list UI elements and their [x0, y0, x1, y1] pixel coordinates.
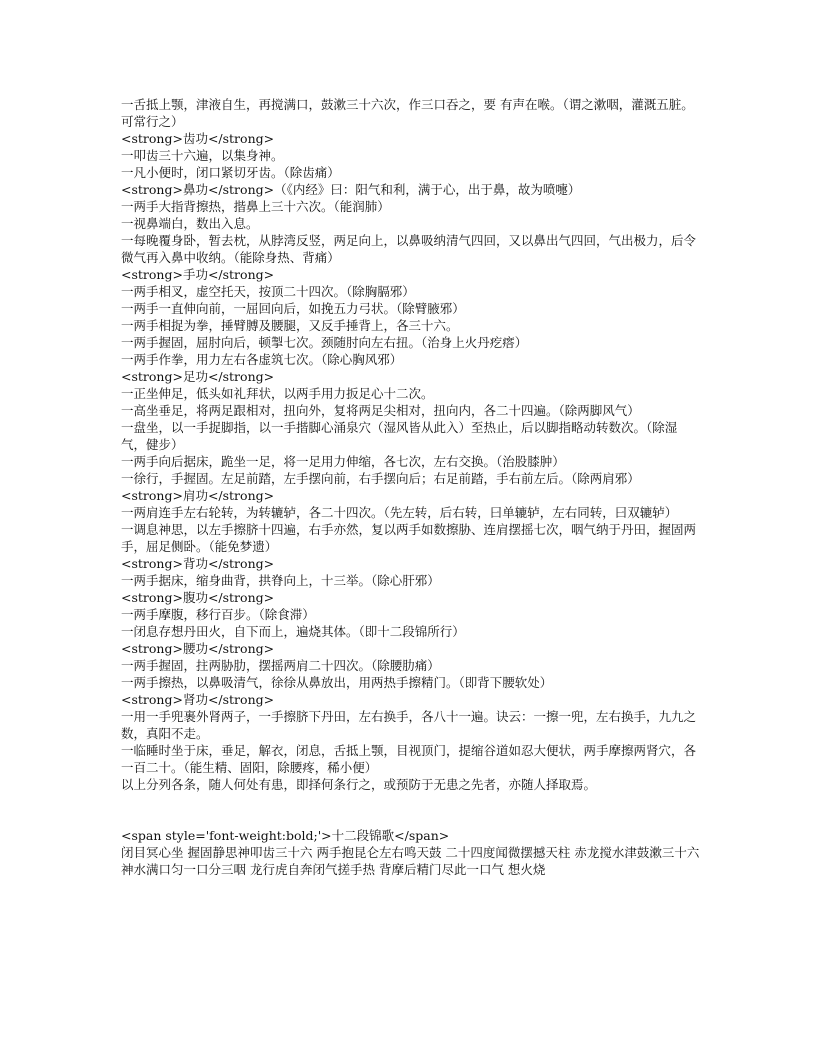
section-heading-abdomen: <strong>腹功</strong>: [121, 590, 275, 605]
text-line: 一两手擦热，以鼻吸清气，徐徐从鼻放出，用两热手擦精门。（即背下腰软处）: [121, 675, 553, 690]
song-text: 闭目冥心坐 握固静思神叩齿三十六 两手抱昆仑左右鸣天鼓 二十四度闻微摆撼天柱 赤龙搅水津鼓漱三十六 神水满口匀一口分三咽 龙行虎自奔闭气搓手热 背摩后精门尽此一口气 想火烧: [121, 845, 700, 877]
spacer: [121, 793, 701, 827]
text-line: 一闭息存想丹田火，自下而上，遍烧其体。（即十二段锦所行）: [121, 624, 465, 639]
text-line: 一舌抵上颚，津液自生，再搅满口，鼓漱三十六次，作三口吞之，要 有声在喉。（谓之漱咽，灌溉五脏。可常行之）: [121, 97, 694, 129]
text-line: 一叩齿三十六遍，以集身神。: [121, 148, 284, 163]
text-line: 一两手握固，屈肘向后，顿掣七次。颈随肘向左右扭。（治身上火丹疙瘩）: [121, 335, 528, 350]
text-line: 一正坐伸足，低头如礼拜状，以两手用力扳足心十二次。: [121, 386, 434, 401]
text-line: 一用一手兜裹外肾两子，一手擦脐下丹田，左右换手，各八十一遍。诀云：一擦一兜，左右换手，九九之数，真阳不走。: [121, 709, 697, 741]
closing-paragraph: 以上分列各条，随人何处有患，即择何条行之，或预防于无患之先者，亦随人择取焉。: [121, 777, 597, 792]
text-line: 一两手握固，拄两胁肋，摆摇两肩二十四次。（除腰肋痛）: [121, 658, 440, 673]
section-heading-back: <strong>背功</strong>: [121, 556, 275, 571]
text-line: 一两手向后据床，跪坐一足，将一足用力伸缩，各七次，左右交换。（治股膝肿）: [121, 454, 565, 469]
song-heading: <span style='font-weight:bold;'>十二段锦歌</span>: [121, 828, 450, 843]
section-heading-kidney: <strong>肾功</strong>: [121, 692, 275, 707]
text-line: 一凡小便时，闭口紧切牙齿。（除齿痛）: [121, 165, 340, 180]
text-line: 一两手相叉，虚空托天，按顶二十四次。（除胸膈邪）: [121, 284, 415, 299]
text-line: 一两手据床，缩身曲背，拱脊向上，十三举。（除心肝邪）: [121, 573, 440, 588]
text-line: 一两手一直伸向前，一屈回向后，如挽五力弓状。（除臂腋邪）: [121, 301, 465, 316]
text-line: 一两肩连手左右轮转，为转辘轳，各二十四次。（先左转，后右转，曰单辘轳，左右同转，曰双辘轳）: [121, 505, 678, 520]
section-heading-tooth: <strong>齿功</strong>: [121, 131, 275, 146]
text-line: 一两手摩腹，移行百步。（除食滞）: [121, 607, 315, 622]
text-line: 一每晚覆身卧，暂去枕，从脖湾反竖，两足向上，以鼻吸纳清气四回，又以鼻出气四回，气出极力，后令微气再入鼻中收纳。（能除身热、背痛）: [121, 233, 697, 265]
section-heading-shoulder: <strong>肩功</strong>: [121, 488, 275, 503]
text-line: 一调息神思，以左手擦脐十四遍，右手亦然，复以两手如数擦胁、连肩摆摇七次，咽气纳于丹田，握固两手，屈足侧卧。（能免梦遗）: [121, 522, 697, 554]
section-heading-nose: <strong>鼻功</strong>（《内经》曰：阳气和利，满于心，出于鼻，故为喷嚏）: [121, 182, 581, 197]
document-page: [121, 96, 701, 878]
section-heading-hand: <strong>手功</strong>: [121, 267, 275, 282]
text-line: 一盘坐，以一手捉脚指，以一手揩脚心涌泉穴（湿风皆从此入）至热止，后以脚指略动转数次。（除湿气，健步）: [121, 420, 678, 452]
text-line: 一视鼻端白，数出入息。: [121, 216, 259, 231]
text-line: 一两手相捉为拳，捶臂膊及腰腿，又反手捶背上，各三十六。: [121, 318, 459, 333]
section-heading-foot: <strong>足功</strong>: [121, 369, 275, 384]
text-line: 一两手作拳，用力左右各虚筑七次。（除心胸风邪）: [121, 352, 403, 367]
section-heading-waist: <strong>腰功</strong>: [121, 641, 275, 656]
text-line: 一高坐垂足，将两足跟相对，扭向外，复将两足尖相对，扭向内，各二十四遍。（除两脚风气）: [121, 403, 640, 418]
text-line: 一临睡时坐于床，垂足，解衣，闭息，舌抵上颚，目视顶门，提缩谷道如忍大便状，两手摩擦两肾穴，各一百二十。（能生精、固阳，除腰疼，稀小便）: [121, 743, 697, 775]
text-line: 一徐行，手握固。左足前踏，左手摆向前，右手摆向后；右足前踏，手右前左后。（除两肩邪）: [121, 471, 640, 486]
text-line: 一两手大指背擦热，揩鼻上三十六次。（能润肺）: [121, 199, 390, 214]
